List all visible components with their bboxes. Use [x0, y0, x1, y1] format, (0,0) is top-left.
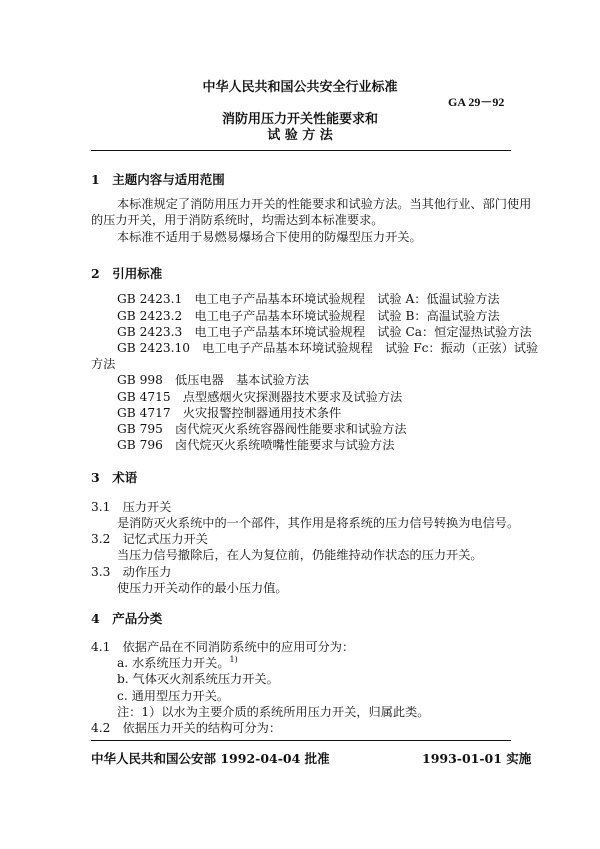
standard-category-title: 中华人民共和国公共安全行业标准	[202, 80, 398, 95]
document-title-line2: 试 验 方 法	[267, 128, 333, 143]
section-1-paragraph-1-cont: 的压力开关，用于消防系统时，均需达到本标准要求。	[91, 213, 384, 227]
reference-item: GB 2423.10 电工电子产品基本环境试验规程 试验 Fc：振动（正弦）试验	[117, 341, 539, 355]
classification-item-a	[117, 656, 238, 671]
reference-item: GB 4715 点型感烟火灾探测器技术要求及试验方法	[117, 390, 403, 404]
section-3-heading: 3 术语	[91, 470, 138, 485]
header-rule	[91, 150, 511, 151]
clause-4-2: 4.2 依据压力开关的结构可分为：	[91, 721, 282, 735]
footer-effective-date: 1993-01-01 实施	[422, 751, 532, 766]
reference-item-cont: 方法	[91, 357, 116, 371]
section-2-heading: 2 引用标准	[91, 266, 163, 281]
classification-item-c: c. 通用型压力开关。	[117, 689, 230, 703]
reference-item: GB 796 卤代烷灭火系统喷嘴性能要求与试验方法	[117, 438, 395, 452]
reference-item: GB 2423.3 电工电子产品基本环境试验规程 试验 Ca：恒定湿热试验方法	[117, 325, 532, 339]
term-3-1-definition: 是消防灭火系统中的一个部件，其作用是将系统的压力信号转换为电信号。	[117, 516, 520, 530]
term-3-3-definition: 使压力开关动作的最小压力值。	[117, 581, 288, 595]
section-1-paragraph-2: 本标准不适用于易燃易爆场合下使用的防爆型压力开关。	[117, 230, 422, 244]
standard-code: GA 29－92	[448, 95, 505, 109]
reference-item: GB 4717 火灾报警控制器通用技术条件	[117, 406, 342, 420]
document-title-line1: 消防用压力开关性能要求和	[221, 112, 378, 127]
footer-rule	[91, 740, 511, 741]
term-3-1-label: 3.1 压力开关	[91, 500, 172, 514]
footnote-marker: 1)	[229, 654, 238, 664]
classification-item-b: b. 气体灭火剂系统压力开关。	[117, 672, 279, 686]
reference-item: GB 998 低压电器 基本试验方法	[117, 373, 310, 387]
reference-item: GB 795 卤代烷灭火系统容器阀性能要求和试验方法	[117, 422, 407, 436]
reference-item: GB 2423.2 电工电子产品基本环境试验规程 试验 B：高温试验方法	[117, 309, 500, 323]
section-1-heading: 1 主题内容与适用范围	[91, 172, 225, 187]
section-1-paragraph-1: 本标准规定了消防用压力开关的性能要求和试验方法。当其他行业、部门使用	[117, 197, 532, 211]
classification-note: 注：1）以水为主要介质的系统所用压力开关，归属此类。	[117, 705, 430, 719]
reference-item: GB 2423.1 电工电子产品基本环境试验规程 试验 A：低温试验方法	[117, 292, 500, 306]
term-3-3-label: 3.3 动作压力	[91, 565, 172, 579]
clause-4-1: 4.1 依据产品在不同消防系统中的应用可分为：	[91, 640, 355, 654]
term-3-2-definition: 当压力信号撤除后，在人为复位前，仍能维持动作状态的压力开关。	[117, 548, 483, 562]
classification-item-a-text: a. 水系统压力开关。	[117, 656, 230, 670]
term-3-2-label: 3.2 记忆式压力开关	[91, 532, 208, 546]
section-4-heading: 4 产品分类	[91, 611, 163, 626]
footer-approval: 中华人民共和国公安部 1992-04-04 批准	[91, 751, 330, 766]
